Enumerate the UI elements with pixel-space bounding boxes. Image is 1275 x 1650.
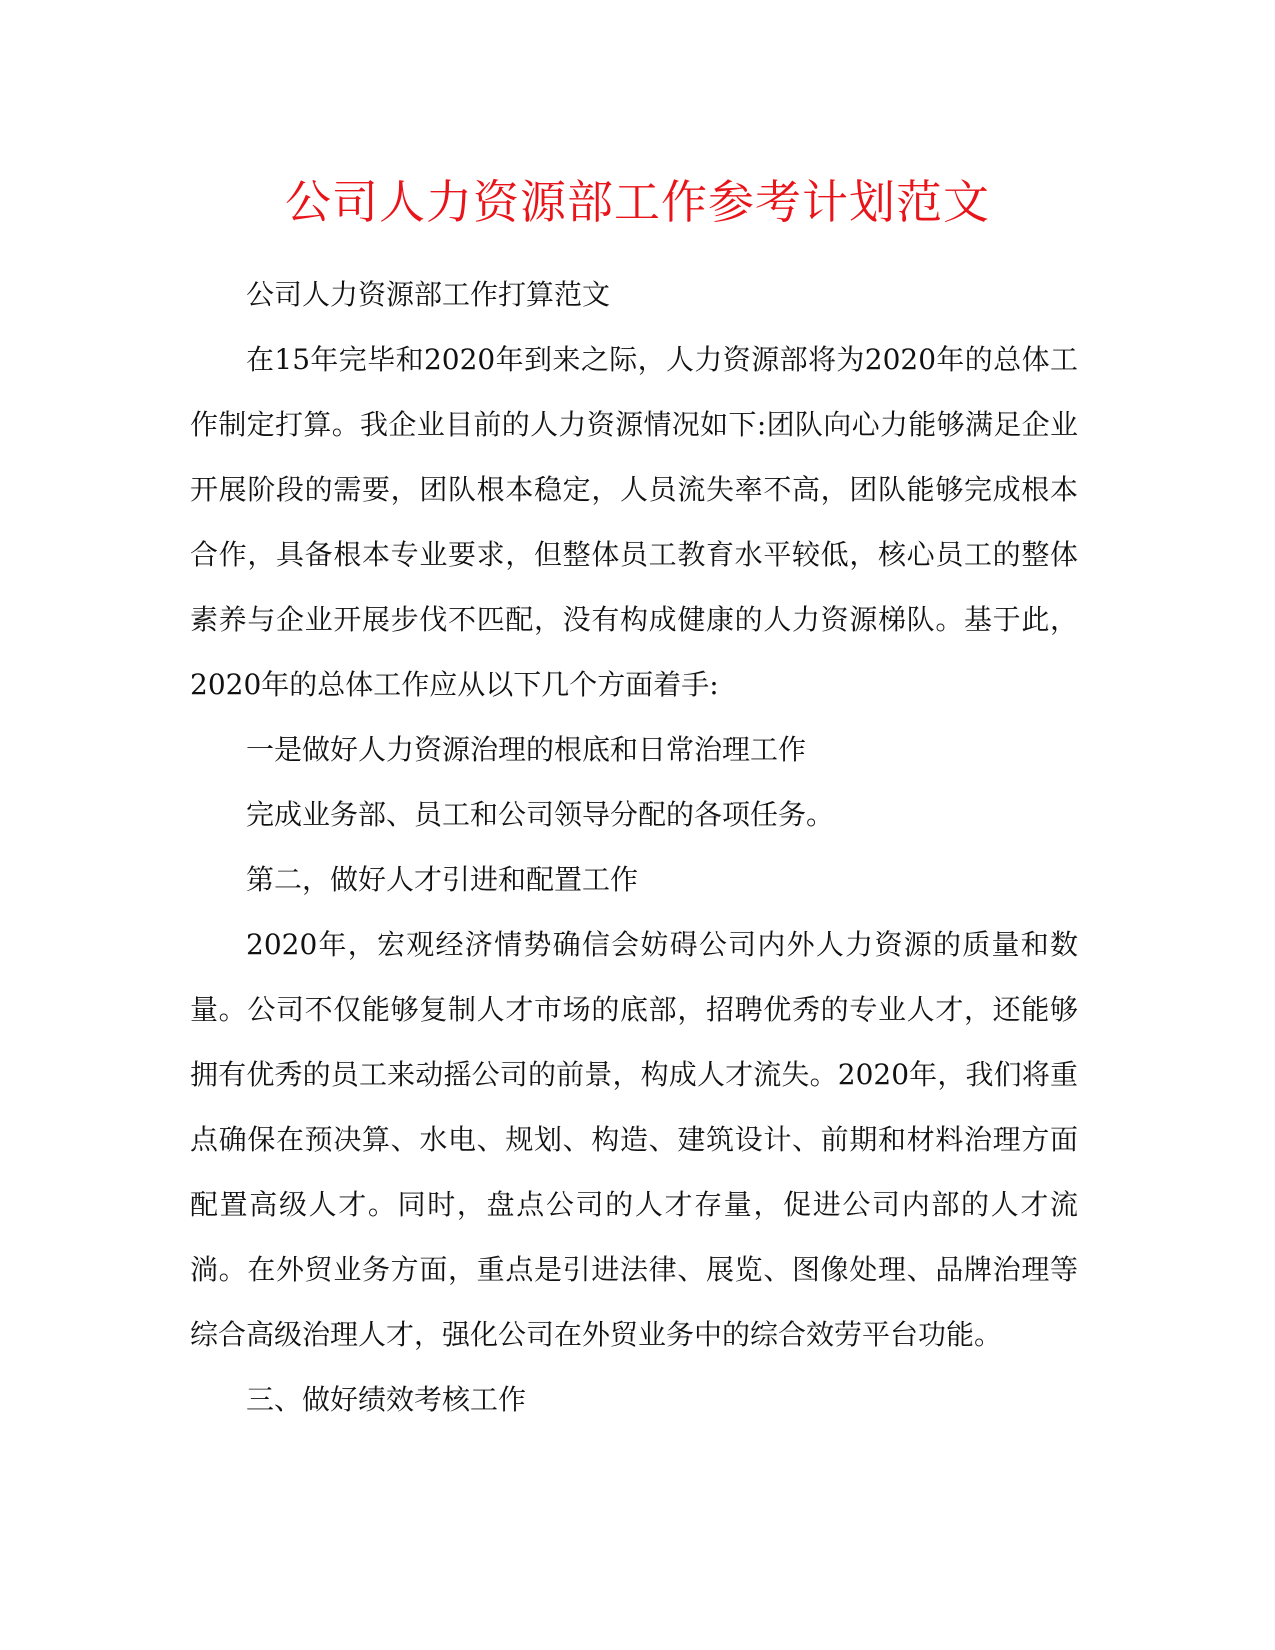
paragraph-point-one: 一是做好人力资源治理的根底和日常治理工作 bbox=[246, 733, 807, 766]
paragraph-point-one-detail: 完成业务部、员工和公司领导分配的各项任务。 bbox=[246, 798, 835, 831]
paragraph-point-three: 三、做好绩效考核工作 bbox=[246, 1383, 527, 1416]
paragraph-point-two-detail: 2020年，宏观经济情势确信会妨碍公司内外人力资源的质量和数量。公司不仅能够复制人才市场的底部，招聘优秀的专业人才，还能够拥有优秀的员工来动摇公司的前景，构成人才流失。2020年，我们将重点确保在预决算、水电、规划、构造、建筑设计、前期和材料治理方面配置高级人才。同时，盘点公司的人才存量，促进公司内部的人才流淌。在外贸业务方面，重点是引进法律、展览、图像处理、品牌治理等综合高级治理人才，强化公司在外贸业务中的综合效劳平台功能。 bbox=[190, 928, 1078, 1351]
paragraph-intro: 在15年完毕和2020年到来之际，人力资源部将为2020年的总体工作制定打算。我企业目前的人力资源情况如下:团队向心力能够满足企业开展阶段的需要，团队根本稳定，人员流失率不高，团队能够完成根本合作，具备根本专业要求，但整体员工教育水平较低，核心员工的整体素养与企业开展步伐不匹配，没有构成健康的人力资源梯队。基于此，2020年的总体工作应从以下几个方面着手: bbox=[190, 343, 1078, 701]
paragraph-subtitle: 公司人力资源部工作打算范文 bbox=[246, 278, 611, 311]
document-body bbox=[190, 262, 1078, 1432]
paragraph-point-two: 第二，做好人才引进和配置工作 bbox=[246, 863, 639, 896]
document-title: 公司人力资源部工作参考计划范文 bbox=[285, 175, 990, 229]
